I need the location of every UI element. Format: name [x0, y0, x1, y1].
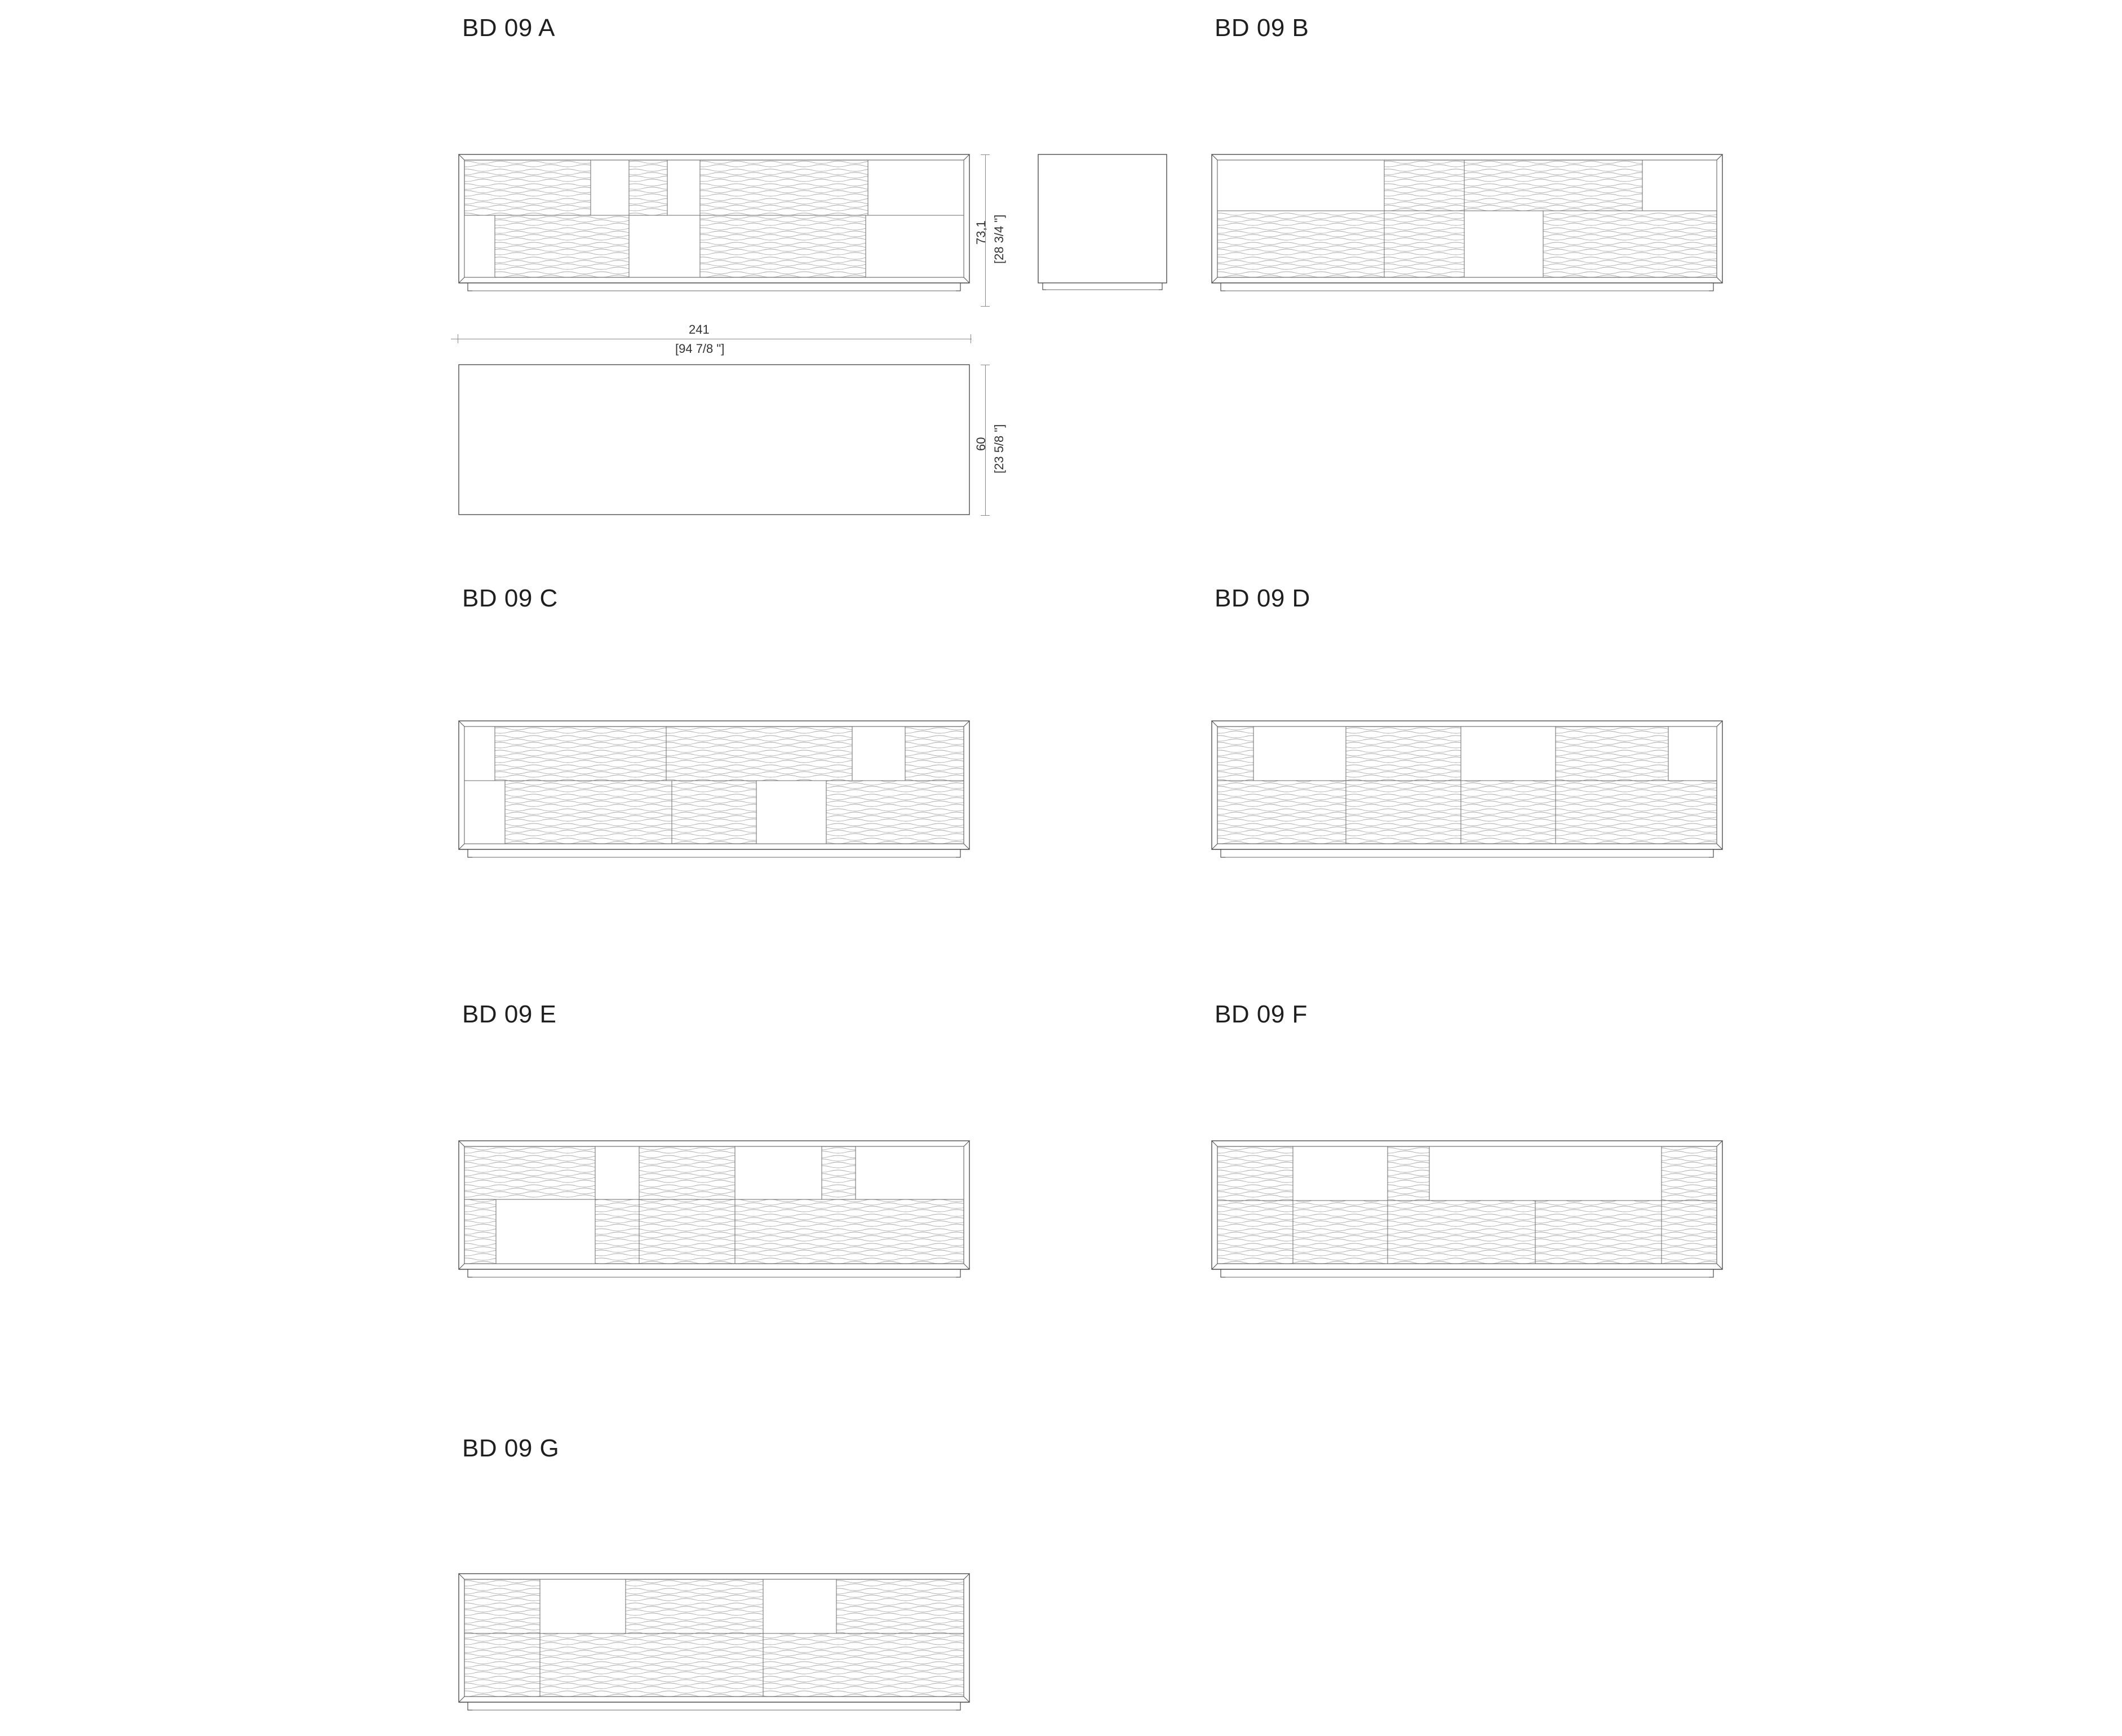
- dimension-height-imperial: [28 3/4 "]: [992, 214, 1006, 264]
- unit-title-bd09d: BD 09 D: [1215, 584, 1310, 612]
- unit-drawing-bd09a-plan: [458, 364, 971, 517]
- dimension-width-imperial: [94 7/8 "]: [675, 342, 725, 356]
- unit-title-bd09g: BD 09 G: [462, 1434, 560, 1462]
- unit-drawing-bd09c: [458, 720, 971, 872]
- dimension-depth-value: 60: [974, 437, 988, 451]
- unit-drawing-bd09e: [458, 1140, 971, 1292]
- unit-drawing-bd09b: [1211, 153, 1724, 305]
- unit-drawing-bd09a: [458, 153, 971, 305]
- unit-title-bd09c: BD 09 C: [462, 584, 558, 612]
- unit-title-bd09b: BD 09 B: [1215, 14, 1309, 42]
- unit-title-bd09e: BD 09 E: [462, 1000, 557, 1028]
- dimension-width-value: 241: [689, 322, 710, 336]
- unit-drawing-bd09g: [458, 1573, 971, 1725]
- dimension-height-value: 73,1: [974, 220, 988, 245]
- unit-title-bd09f: BD 09 F: [1215, 1000, 1308, 1028]
- unit-drawing-bd09a-side: [1037, 153, 1168, 305]
- unit-title-bd09a: BD 09 A: [462, 14, 555, 42]
- unit-drawing-bd09d: [1211, 720, 1724, 872]
- unit-drawing-bd09f: [1211, 1140, 1724, 1292]
- dimension-depth-imperial: [23 5/8 "]: [992, 424, 1006, 473]
